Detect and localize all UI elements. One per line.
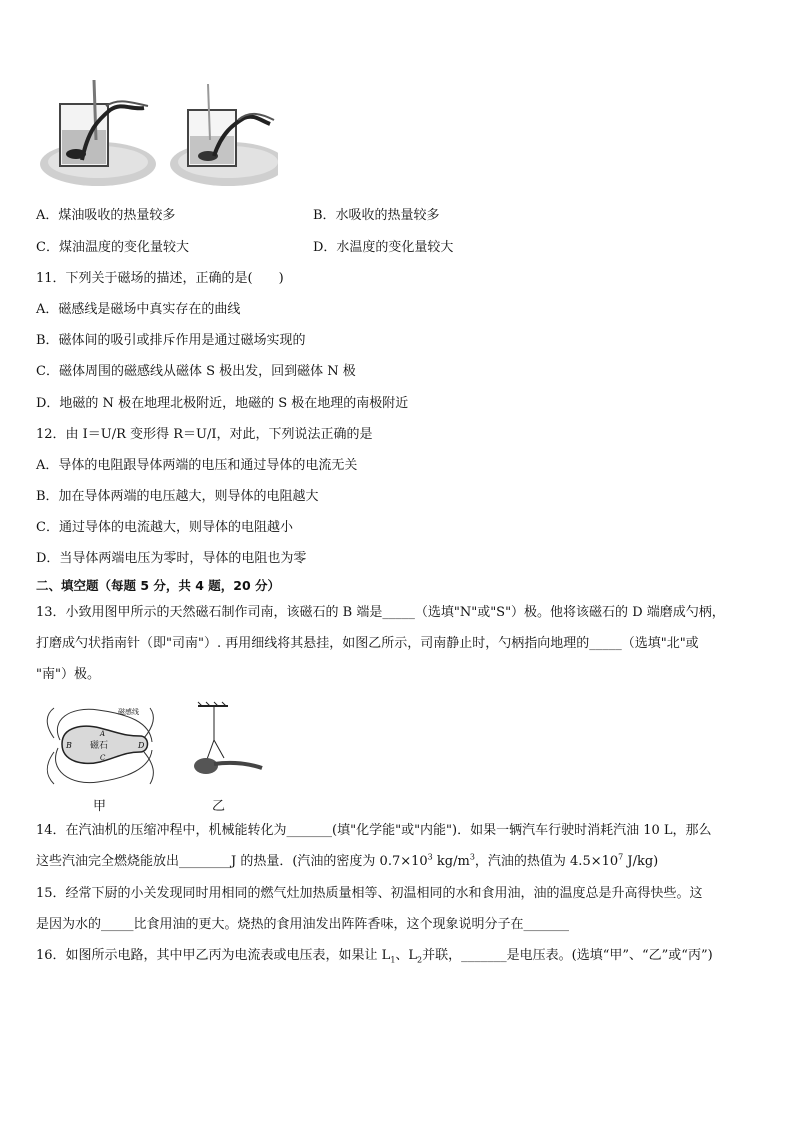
q15-line-1: 15．经常下厨的小关发现同时用相同的燃气灶加热质量相等、初温相同的水和食用油，油的温度总是升高得快些。这 — [36, 886, 703, 901]
lodestone-figure — [40, 700, 160, 792]
q14-line-2 — [36, 854, 658, 870]
q11-option-d: D．地磁的 N 极在地理北极附近，地磁的 S 极在地理的南极附近 — [36, 396, 409, 411]
q14-text-b: kg/m — [432, 854, 470, 869]
q10-option-a: A．煤油吸收的热量较多 — [36, 208, 176, 223]
beaker-left — [40, 80, 156, 186]
q12-option-d: D．当导体两端电压为零时，导体的电阻也为零 — [36, 551, 307, 566]
lodestone-end-b: B — [66, 741, 72, 750]
q14-exponent-1: 3 — [427, 852, 433, 862]
field-line-label: 磁感线 — [118, 708, 139, 716]
section-heading-fill-blank: 二、填空题（每题 5 分，共 4 题，20 分） — [36, 578, 281, 593]
caption-yi: 乙 — [212, 799, 226, 814]
q11-option-a: A．磁感线是磁场中真实存在的曲线 — [36, 302, 241, 317]
q12-option-b: B．加在导体两端的电压越大，则导体的电阻越大 — [36, 489, 319, 504]
q12-option-c: C．通过导体的电流越大，则导体的电阻越小 — [36, 520, 293, 535]
caption-jia: 甲 — [93, 799, 107, 814]
q14-text-c: ，汽油的热值为 4.5×10 — [474, 854, 619, 869]
q11-option-b: B．磁体间的吸引或排斥作用是通过磁场实现的 — [36, 333, 306, 348]
q14-line-1: 14．在汽油机的压缩冲程中，机械能转化为_______(填"化学能"或"内能")．如果一辆汽车行驶时消耗汽油 10 L，那么 — [36, 823, 712, 838]
lodestone-point-a: A — [100, 730, 106, 738]
q13-line-2: 打磨成勺状指南针（即"司南"）. 再用细线将其悬挂，如图乙所示，司南静止时，勺柄指向地理的_____（选填"北"或 — [36, 636, 699, 651]
beakers-figure — [38, 80, 278, 195]
q13-line-3: "南"）极。 — [36, 667, 100, 682]
beaker-right — [170, 84, 278, 186]
q10-option-d: D．水温度的变化量较大 — [313, 240, 454, 255]
lodestone-end-d: D — [138, 741, 145, 750]
q16-text-a: 16．如图所示电路，其中甲乙丙为电流表或电压表，如果让 L — [36, 948, 391, 963]
q13-line-1: 13．小致用图甲所示的天然磁石制作司南，该磁石的 B 端是_____（选填"N"或"S"）极。他将该磁石的 D 端磨成勺柄， — [36, 605, 725, 620]
q16-line — [36, 948, 713, 964]
q16-subscript-2: 2 — [417, 955, 423, 965]
hanging-spoon-figure — [188, 700, 268, 790]
q12-stem: 12．由 I＝U/R 变形得 R＝U/I，对此，下列说法正确的是 — [36, 427, 373, 442]
q16-subscript-1: 1 — [390, 955, 396, 965]
q15-line-2: 是因为水的_____比食用油的更大。烧热的食用油发出阵阵香味，这个现象说明分子在_______ — [36, 917, 570, 932]
q12-option-a: A．导体的电阻跟导体两端的电压和通过导体的电流无关 — [36, 458, 358, 473]
q16-text-b: 、L — [395, 948, 418, 963]
lodestone-point-c: C — [100, 754, 106, 762]
q14-text-a: 这些汽油完全燃烧能放出________J 的热量．(汽油的密度为 0.7×10 — [36, 854, 428, 869]
q10-option-b: B．水吸收的热量较多 — [313, 208, 440, 223]
q14-exponent-2: 3 — [469, 852, 475, 862]
q16-text-c: 并联，_______是电压表。(选填“甲”、“乙”或“丙”) — [422, 948, 713, 963]
q11-stem: 11．下列关于磁场的描述，正确的是( ) — [36, 271, 284, 286]
q14-exponent-3: 7 — [618, 852, 624, 862]
q11-option-c: C．磁体周围的磁感线从磁体 S 极出发，回到磁体 N 极 — [36, 364, 356, 379]
q14-text-d: J/kg) — [623, 854, 659, 869]
lodestone-label: 磁石 — [90, 741, 109, 751]
q10-option-c: C．煤油温度的变化量较大 — [36, 240, 189, 255]
